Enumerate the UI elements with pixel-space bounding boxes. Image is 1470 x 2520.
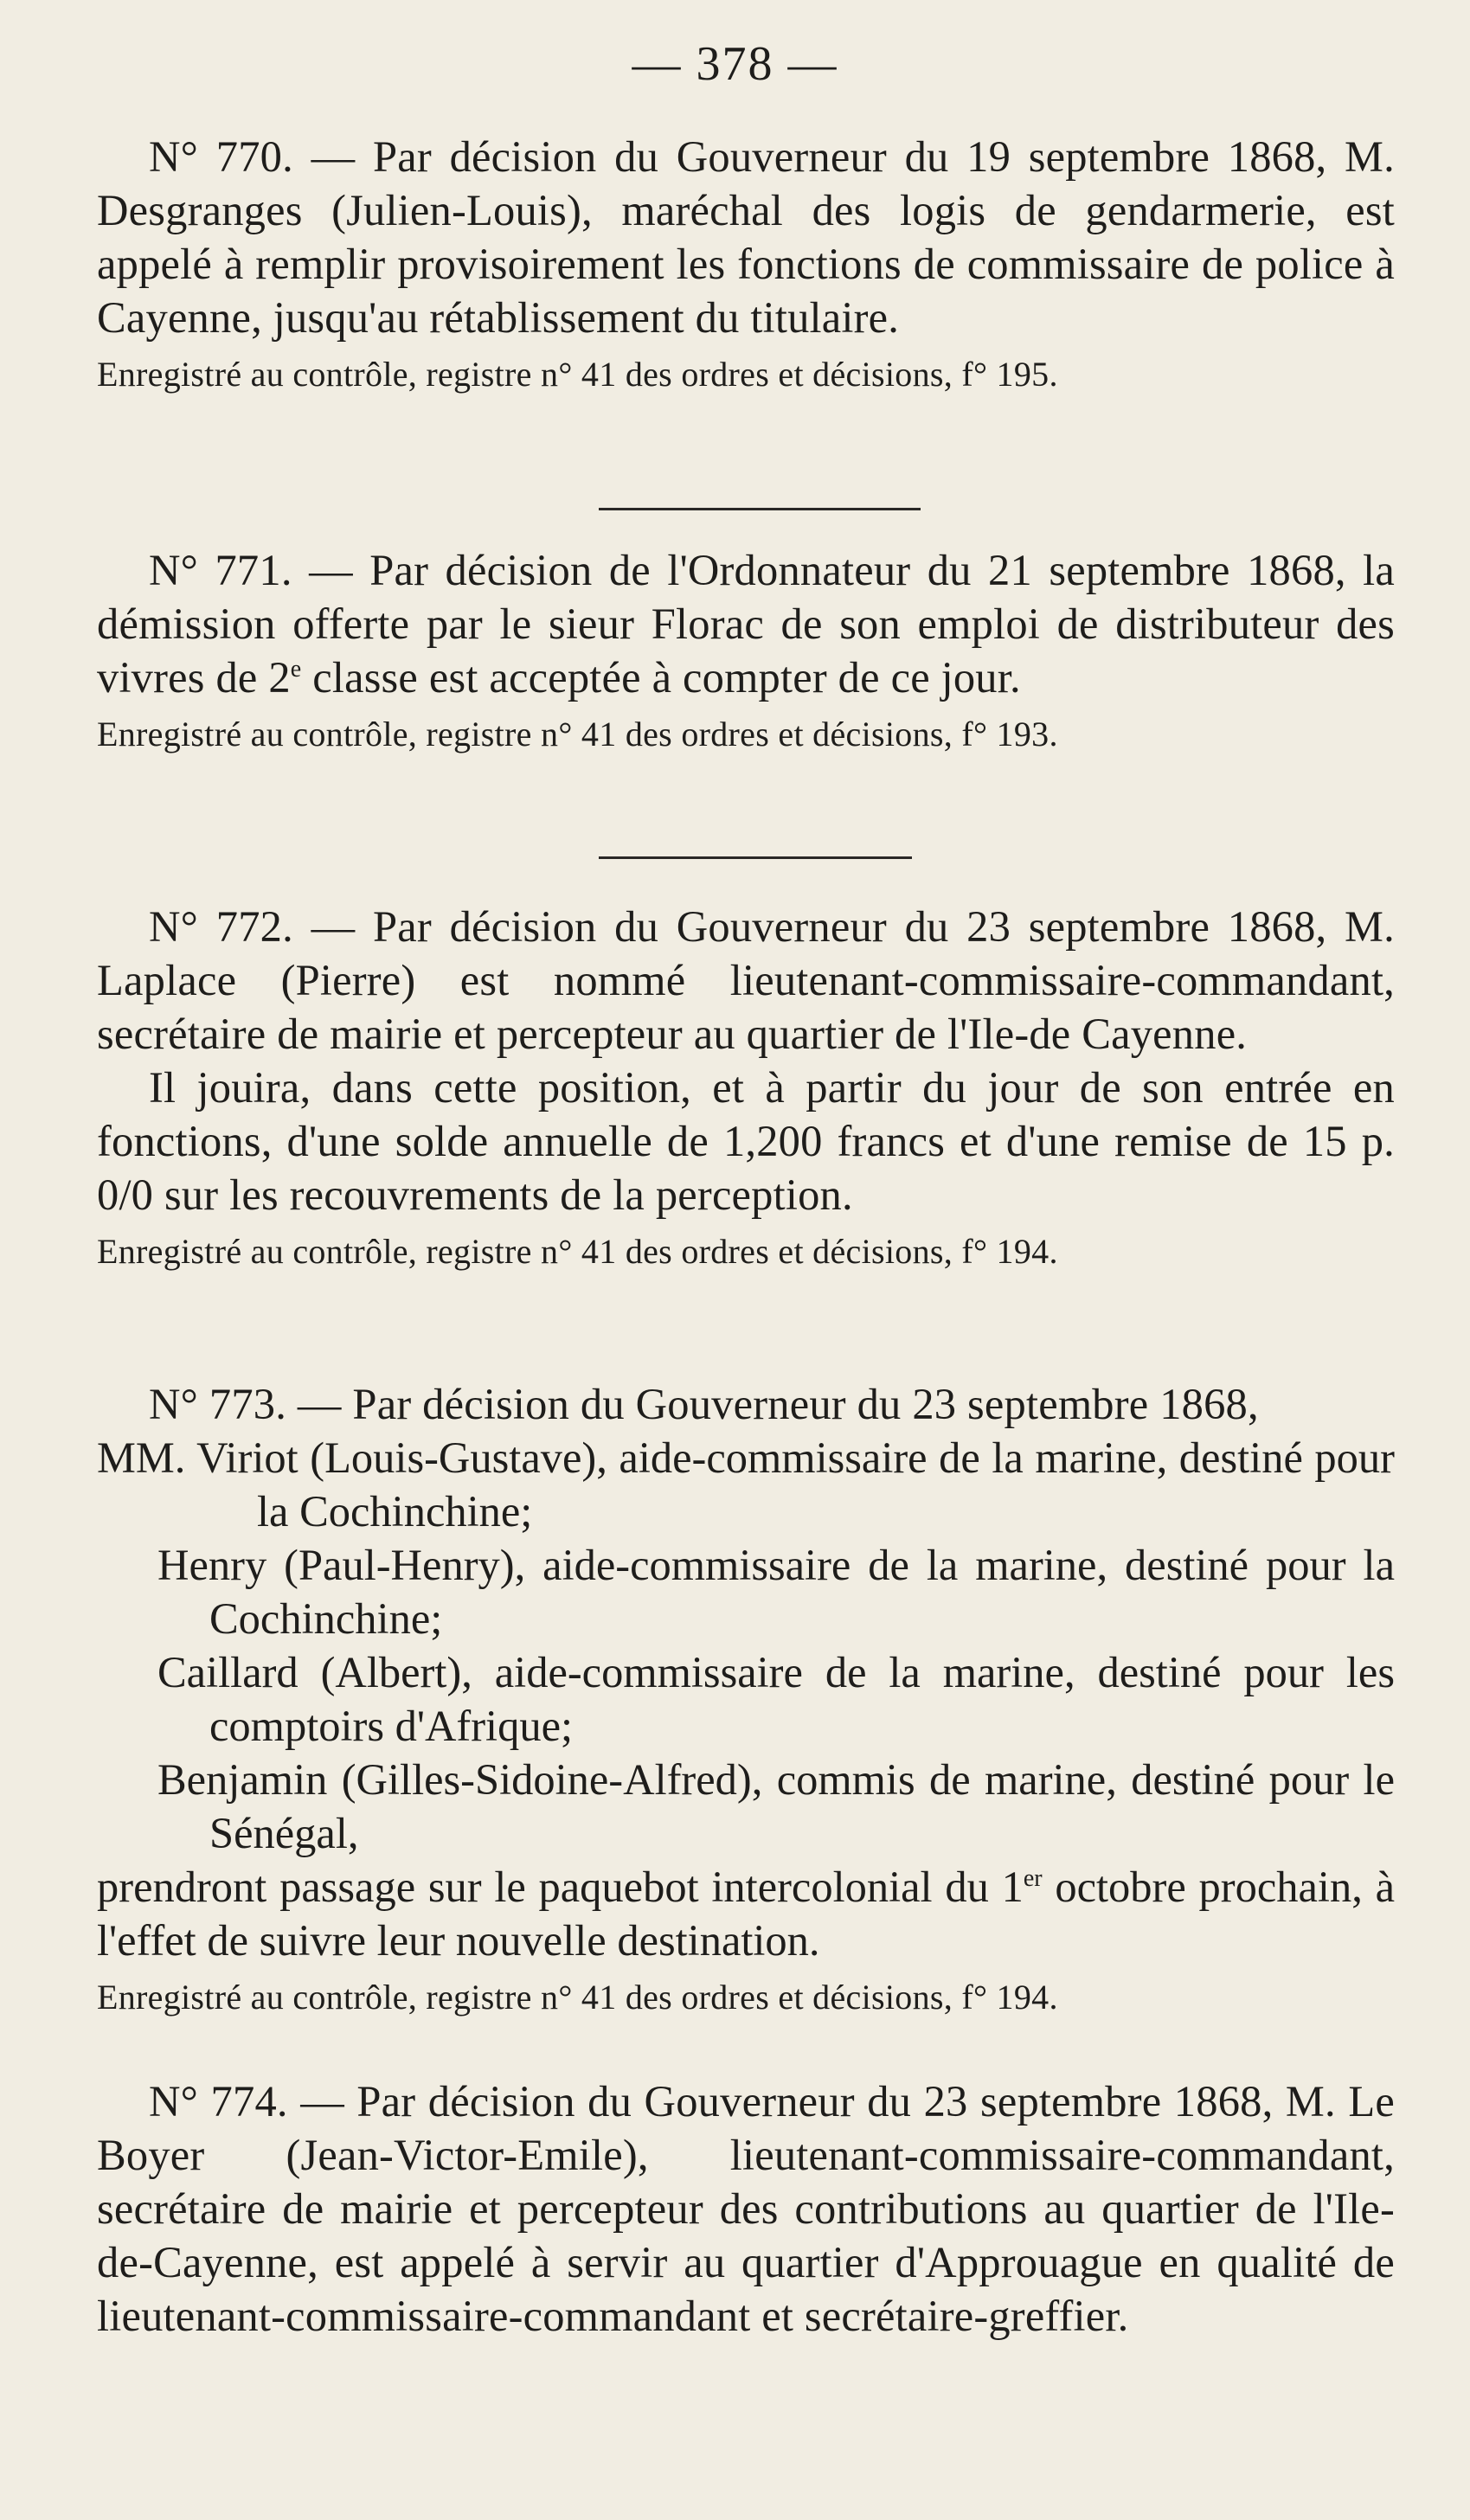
closing-text: prendront passage sur le paquebot intercolonial du 1 xyxy=(97,1863,1024,1911)
superscript: e xyxy=(290,656,302,683)
decision-771 xyxy=(97,543,1395,756)
decision-text: N° 774. — Par décision du Gouverneur du 23 septembre 1868, M. Le Boyer (Jean-Victor-Emile), lieutenant-commissaire-commandant, secrétaire de mairie et percepteur des contributions au quartier de l'Ile-de-Cayenne, est appelé à servir au quartier d'Approuague en qualité de lieutenant-commissaire-commandant et secrétaire-greffier. xyxy=(97,2077,1395,2340)
decision-intro: N° 773. — Par décision du Gouverneur du 23 septembre 1868, xyxy=(149,1380,1259,1428)
name-item: Caillard (Albert), aide-commissaire de la marine, destiné pour les comptoirs d'Afrique; xyxy=(157,1648,1395,1750)
decision-772 xyxy=(97,900,1395,1273)
registration-note: Enregistré au contrôle, registre n° 41 des ordres et décisions, f° 194. xyxy=(97,1232,1058,1271)
decision-text: N° 771. — Par décision de l'Ordonnateur du 21 septembre 1868, la démission offerte par le sieur Florac de son emploi de distributeur des vivres de 2 xyxy=(97,546,1395,702)
decision-774 xyxy=(97,2074,1395,2343)
page-number: — 378 — xyxy=(632,37,838,91)
decision-text-end: classe est acceptée à compter de ce jour. xyxy=(301,653,1021,702)
decision-text-2: Il jouira, dans cette position, et à partir du jour de son entrée en fonctions, d'une solde annuelle de 1,200 francs et d'une remise de 15 p. 0/0 sur les recouvrements de la perception. xyxy=(97,1063,1395,1219)
name-item: Benjamin (Gilles-Sidoine-Alfred), commis de marine, destiné pour le Sénégal, xyxy=(157,1755,1395,1857)
decision-770 xyxy=(97,130,1395,396)
superscript: er xyxy=(1023,1865,1043,1893)
decision-text: N° 772. — Par décision du Gouverneur du 23 septembre 1868, M. Laplace (Pierre) est nommé lieutenant-commissaire-commandant, secrétaire de mairie et percepteur au quartier de l'Ile-de Cayenne. xyxy=(97,902,1395,1058)
registration-note: Enregistré au contrôle, registre n° 41 des ordres et décisions, f° 195. xyxy=(97,355,1058,394)
separator-rule xyxy=(599,508,921,510)
registration-note: Enregistré au contrôle, registre n° 41 des ordres et décisions, f° 193. xyxy=(97,715,1058,753)
name-item: Henry (Paul-Henry), aide-commissaire de la marine, destiné pour la Cochinchine; xyxy=(157,1541,1395,1643)
name-item: MM. Viriot (Louis-Gustave), aide-commissaire de la marine, destiné pour la Cochinchine; xyxy=(97,1433,1395,1536)
decision-text: N° 770. — Par décision du Gouverneur du 19 septembre 1868, M. Desgranges (Julien-Louis), maréchal des logis de gendarmerie, est appelé à remplir provisoirement les fonctions de commissaire de police à Cayenne, jusqu'au rétablissement du titulaire. xyxy=(97,132,1395,342)
registration-note: Enregistré au contrôle, registre n° 41 des ordres et décisions, f° 194. xyxy=(97,1978,1058,2017)
closing-text-end: octobre prochain, à l'effet de suivre leur nouvelle destination. xyxy=(97,1863,1395,1965)
decision-773 xyxy=(97,1377,1395,2019)
separator-rule xyxy=(599,856,912,859)
